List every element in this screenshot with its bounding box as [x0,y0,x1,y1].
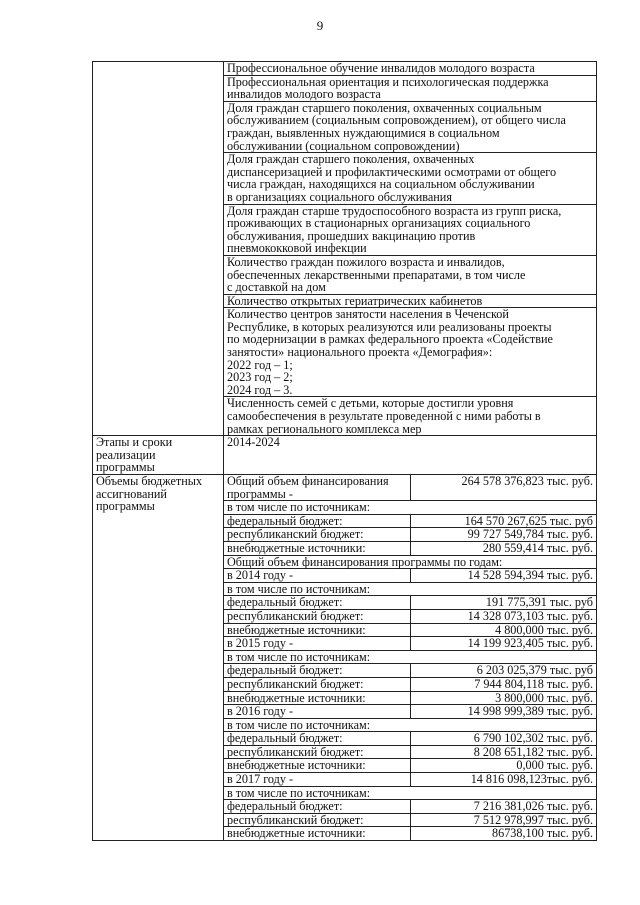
indicator-cell [224,153,597,204]
budget-item-amount: 99 727 549,784 тыс. руб. [410,528,597,542]
indicator-text-line: по модернизации в рамках федерального проекта «Содействие [227,332,553,347]
indicator-text-line: инвалидов молодого возраста [227,87,381,102]
stages-value: 2014-2024 [227,435,280,450]
budget-item-label-line: в 2014 году - [227,568,294,583]
budget-item-label-line: федеральный бюджет: [227,595,343,610]
budget-item-amount: 7 512 978,997 тыс. руб. [410,813,597,827]
budget-subheading: в том числе по источникам: [224,501,597,515]
budget-item-label-line: в 2016 году - [227,704,294,719]
budget-item-amount: 6 203 025,379 тыс. руб [410,664,597,678]
budget-item-label-line: федеральный бюджет: [227,663,343,678]
budget-item-label [224,664,411,678]
indicator-text-line: 2022 год – 1; [227,357,293,372]
budget-item-amount: 0,000 тыс. руб. [410,759,597,773]
budget-item-amount: 86738,100 тыс. руб. [410,827,597,841]
indicator-text-line: диспансеризацией и профилактическими осмотрами от общего [227,164,557,179]
page-number: 9 [316,18,324,33]
budget-item-amount: 264 578 376,823 тыс. руб. [410,475,597,501]
budget-item-amount: 191 775,391 тыс. руб [410,596,597,610]
budget-subheading: в том числе по источникам: [224,582,597,596]
budget-subheading: в том числе по источникам: [224,786,597,800]
budget-label-line: программы [96,499,155,514]
indicator-text-line: обслуживании (социальном сопровождении) [227,138,460,153]
budget-label-line: Объемы бюджетных [96,474,203,488]
budget-item-amount: 280 559,414 тыс. руб. [410,541,597,555]
indicator-text-line: числа граждан, находящихся на социальном обслуживании [227,177,535,192]
budget-label-line: ассигнований [96,486,167,501]
budget-item-amount: 14 199 923,405 тыс. руб. [410,637,597,651]
budget-item-amount: 3 800,000 тыс. руб. [410,691,597,705]
indicator-text-line: самообеспечения в результате проведенной с ними работы в [227,409,541,424]
indicator-text-line: обслуживания, прошедших вакцинацию против [227,228,476,243]
indicator-cell [224,101,597,152]
budget-item-label-line: внебюджетные источники: [227,622,366,637]
budget-item-label-line: республиканский бюджет: [227,812,364,827]
indicator-cell [224,75,597,101]
budget-subheading: Общий объем финансирования программы по годам: [224,555,597,569]
budget-item-label [224,514,411,528]
budget-item-label-line: республиканский бюджет: [227,527,364,542]
budget-item-amount: 14 816 098,123тыс. руб. [410,773,597,787]
indicator-text-line: Количество центров занятости населения в Чеченской [227,307,509,322]
program-passport-table [92,61,597,841]
budget-item-amount: 164 570 267,625 тыс. руб [410,514,597,528]
budget-item-label [224,745,411,759]
stages-label-cell [93,436,224,475]
budget-item-amount: 14 528 594,394 тыс. руб. [410,569,597,583]
budget-item-amount: 7 216 381,026 тыс. руб. [410,800,597,814]
budget-item-label-line: внебюджетные источники: [227,826,366,841]
budget-item-amount: 8 208 651,182 тыс. руб. [410,745,597,759]
budget-item-label [224,569,411,583]
budget-item-label-line: программы - [227,486,293,501]
indicator-text-line: Количество граждан пожилого возраста и инвалидов, [227,254,505,269]
budget-item-label-line: внебюджетные источники: [227,758,366,773]
budget-item-label [224,596,411,610]
indicator-text-line: 2023 год – 2; [227,370,293,385]
budget-subheading: в том числе по источникам: [224,718,597,732]
budget-item-label-line: внебюджетные источники: [227,540,366,555]
budget-item-label-line: федеральный бюджет: [227,513,343,528]
stages-value-cell [224,436,597,475]
budget-item-amount: 6 790 102,302 тыс. руб. [410,732,597,746]
budget-item-label-line: Общий объем финансирования [227,474,389,488]
stages-row [93,436,597,475]
budget-item-label [224,541,411,555]
indicator-cell [224,62,597,76]
indicator-cell [224,308,597,397]
budget-item-label-line: в 2015 году - [227,636,294,651]
indicator-text-line: пневмококковой инфекции [227,241,367,256]
budget-item-label [224,528,411,542]
indicator-cell [224,294,597,308]
indicator-row [93,62,597,76]
budget-item-amount: 4 800,000 тыс. руб. [410,623,597,637]
indicator-text-line: Профессиональное обучение инвалидов молодого возраста [227,61,535,75]
budget-item-label [224,773,411,787]
indicator-text-line: Профессиональная ориентация и психологическая поддержка [227,74,549,89]
budget-item-label-line: республиканский бюджет: [227,676,364,691]
stages-label-line: реализации [96,447,156,462]
budget-item-label [224,827,411,841]
budget-item-label [224,800,411,814]
indicator-text-line: рамках регионального комплекса мер [227,421,422,436]
indicator-text-line: Количество открытых гериатрических кабинетов [227,293,483,308]
budget-item-label [224,677,411,691]
budget-item-label [224,813,411,827]
budget-item-label [224,691,411,705]
stages-label-line: Этапы и сроки [96,435,173,450]
budget-item-label-line: федеральный бюджет: [227,731,343,746]
indicator-text-line: проживающих в стационарных организациях социального [227,216,531,231]
budget-item-label [224,705,411,719]
indicator-cell [224,255,597,294]
indicators-label-cell [93,62,224,436]
indicator-text-line: Доля граждан старшего поколения, охваченных [227,152,475,167]
indicator-text-line: 2024 год – 3. [227,382,293,397]
budget-item-label [224,475,411,501]
budget-item-label [224,759,411,773]
budget-label-cell [93,475,224,841]
budget-item-amount: 7 944 804,118 тыс. руб. [410,677,597,691]
indicator-text-line: занятости» национального проекта «Демография»: [227,345,493,360]
indicator-text-line: с доставкой на дом [227,280,326,295]
budget-item-label [224,732,411,746]
budget-item-amount: 14 328 073,103 тыс. руб. [410,609,597,623]
budget-item-label-line: внебюджетные источники: [227,690,366,705]
budget-item-label [224,609,411,623]
budget-item-label-line: республиканский бюджет: [227,608,364,623]
budget-row [93,475,597,501]
budget-item-label-line: федеральный бюджет: [227,799,343,814]
indicator-text-line: обеспеченных лекарственными препаратами, в том числе [227,267,526,282]
indicator-text-line: Республике, в которых реализуются или реализованы проекты [227,319,552,334]
indicator-cell [224,397,597,436]
budget-item-amount: 14 998 999,389 тыс. руб. [410,705,597,719]
budget-item-label [224,637,411,651]
indicator-text-line: Доля граждан старше трудоспособного возраста из групп риска, [227,203,562,218]
indicator-text-line: в организациях социального обслуживания [227,189,452,204]
indicator-text-line: обслуживанием (социальным сопровождением), от общего числа [227,113,566,128]
budget-item-label-line: в 2017 году - [227,772,294,787]
indicator-text-line: Доля граждан старшего поколения, охваченных социальным [227,100,542,115]
stages-label-line: программы [96,460,155,475]
indicator-text-line: Численность семей с детьми, которые достигли уровня [227,396,514,411]
budget-item-label [224,623,411,637]
budget-subheading: в том числе по источникам: [224,650,597,664]
indicator-text-line: граждан, выявленных нуждающимися в социальном [227,125,500,140]
indicator-cell [224,204,597,255]
budget-item-label-line: республиканский бюджет: [227,744,364,759]
